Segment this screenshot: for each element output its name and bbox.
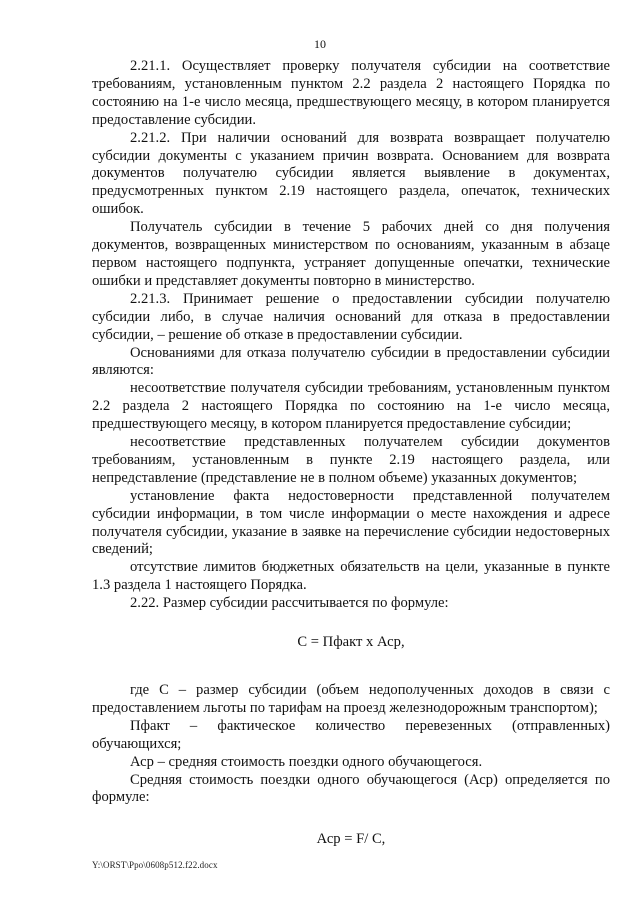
footer-file-path: Y:\ORST\Ppo\0608p512.f22.docx (92, 860, 218, 870)
list-item-ground-4: отсутствие лимитов бюджетных обязательств на цели, указанные в пункте 1.3 раздела 1 настоящего Порядка. (92, 559, 610, 594)
paragraph-average-cost: Средняя стоимость поездки одного обучающегося (Аср) определяется по формуле: (92, 771, 610, 806)
definition-asr: Аср – средняя стоимость поездки одного обучающегося. (130, 753, 483, 770)
list-item-ground-1: несоответствие получателя субсидии требованиям, установленным пунктом 2.2 раздела 2 настоящего Порядка по состоянию на 1-е число месяца, предшествующего месяцу, в котором планируется предоставление субсидии; (92, 380, 610, 433)
formula-average-cost: Аср = F/ С, (316, 831, 386, 848)
paragraph-2-21-3: 2.21.3. Принимает решение о предоставлении субсидии получателю субсидии либо, в случае наличия оснований для отказа в предоставлении субсидии, – решение об отказе в предоставлении субсидии. (92, 290, 610, 343)
paragraph-2-22: 2.22. Размер субсидии рассчитывается по формуле: (130, 595, 449, 612)
page-number: 10 (314, 37, 326, 51)
paragraph-2-21-2: 2.21.2. При наличии оснований для возврата возвращает получателю субсидии документы с указанием причин возврата. Основанием для возврата документов получателю субсидии является выявление в документах, предусмотренных пунктом 2.19 настоящего раздела, опечаток, технических ошибок. (92, 129, 610, 218)
definition-pfact: Пфакт – фактическое количество перевезенных (отправленных) обучающихся; (92, 717, 610, 752)
list-item-ground-2: несоответствие представленных получателем субсидии документов требованиям, установленным в пункте 2.19 настоящего раздела, или непредставление (представление не в полном объеме) указанных документов; (92, 434, 610, 486)
paragraph-refusal-grounds: Основаниями для отказа получателю субсидии в предоставлении субсидии являются: (92, 344, 610, 379)
paragraph-resubmission: Получатель субсидии в течение 5 рабочих дней со дня получения документов, возвращенных министерством по основаниям, указанным в абзаце первом настоящего подпункта, устраняет допущенные опечатки, технические ошибки и представляет документы повторно в министерство. (92, 219, 610, 289)
list-item-ground-3: установление факта недостоверности представленной получателем субсидии информации, в том числе информации о месте нахождения и адресе получателя субсидии, указание в заявке на перечисление субсидии недостоверных сведений; (92, 487, 610, 558)
paragraph-2-21-1: 2.21.1. Осуществляет проверку получателя субсидии на соответствие требованиям, установленным пунктом 2.2 раздела 2 настоящего Порядка по состоянию на 1-е число месяца, предшествующего месяцу, в котором планируется предоставление субсидии. (92, 58, 610, 128)
document-body (92, 58, 610, 849)
definition-c: где С – размер субсидии (объем недополученных доходов в связи с предоставлением льготы по тарифам на проезд железнодорожным транспортом); (92, 682, 610, 716)
formula-subsidy: С = Пфакт х Аср, (297, 634, 405, 651)
